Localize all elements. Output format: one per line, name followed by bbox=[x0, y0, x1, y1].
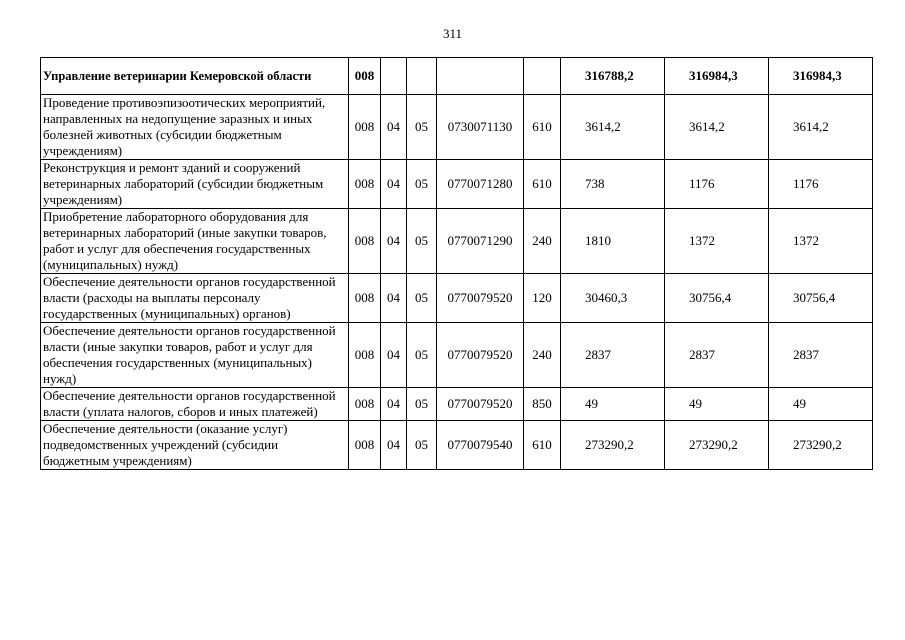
row-value-1: 49 bbox=[561, 388, 665, 421]
row-value-1: 273290,2 bbox=[561, 421, 665, 470]
row-value-2: 3614,2 bbox=[665, 95, 769, 160]
header-subsection bbox=[407, 58, 437, 95]
row-expense-type: 610 bbox=[524, 160, 561, 209]
header-value-3: 316984,3 bbox=[769, 58, 873, 95]
header-value-2: 316984,3 bbox=[665, 58, 769, 95]
page-number: 311 bbox=[442, 26, 463, 41]
row-description: Обеспечение деятельности органов государственной власти (уплата налогов, сборов и иных платежей) bbox=[41, 388, 349, 421]
row-target-code: 0730071130 bbox=[437, 95, 524, 160]
row-code: 008 bbox=[349, 388, 381, 421]
row-value-2: 1372 bbox=[665, 209, 769, 274]
row-section: 04 bbox=[381, 209, 407, 274]
row-target-code: 0770079520 bbox=[437, 323, 524, 388]
table-row bbox=[41, 421, 873, 470]
row-subsection: 05 bbox=[407, 95, 437, 160]
row-section: 04 bbox=[381, 160, 407, 209]
row-value-1: 2837 bbox=[561, 323, 665, 388]
row-code: 008 bbox=[349, 209, 381, 274]
budget-table bbox=[40, 57, 873, 470]
header-section bbox=[381, 58, 407, 95]
row-description: Реконструкция и ремонт зданий и сооружений ветеринарных лабораторий (субсидии бюджетным учреждениям) bbox=[41, 160, 349, 209]
row-expense-type: 850 bbox=[524, 388, 561, 421]
row-section: 04 bbox=[381, 388, 407, 421]
organization-name: Управление ветеринарии Кемеровской области bbox=[41, 58, 349, 95]
row-subsection: 05 bbox=[407, 323, 437, 388]
row-value-3: 3614,2 bbox=[769, 95, 873, 160]
row-section: 04 bbox=[381, 323, 407, 388]
row-value-2: 30756,4 bbox=[665, 274, 769, 323]
row-value-3: 1372 bbox=[769, 209, 873, 274]
row-subsection: 05 bbox=[407, 274, 437, 323]
row-code: 008 bbox=[349, 274, 381, 323]
row-value-1: 30460,3 bbox=[561, 274, 665, 323]
row-value-3: 273290,2 bbox=[769, 421, 873, 470]
row-section: 04 bbox=[381, 274, 407, 323]
table-row bbox=[41, 323, 873, 388]
header-value-1: 316788,2 bbox=[561, 58, 665, 95]
row-expense-type: 610 bbox=[524, 421, 561, 470]
row-value-1: 738 bbox=[561, 160, 665, 209]
row-expense-type: 120 bbox=[524, 274, 561, 323]
table-body bbox=[41, 58, 873, 470]
row-value-1: 3614,2 bbox=[561, 95, 665, 160]
row-target-code: 0770079520 bbox=[437, 388, 524, 421]
row-expense-type: 240 bbox=[524, 323, 561, 388]
row-description: Обеспечение деятельности органов государственной власти (иные закупки товаров, работ и услуг для обеспечения государственных (муниципальных) нужд) bbox=[41, 323, 349, 388]
row-code: 008 bbox=[349, 160, 381, 209]
row-value-3: 1176 bbox=[769, 160, 873, 209]
table-row bbox=[41, 274, 873, 323]
row-code: 008 bbox=[349, 95, 381, 160]
row-target-code: 0770071290 bbox=[437, 209, 524, 274]
row-description: Приобретение лабораторного оборудования для ветеринарных лабораторий (иные закупки товаров, работ и услуг для обеспечения государственных (муниципальных) нужд) bbox=[41, 209, 349, 274]
row-value-1: 1810 bbox=[561, 209, 665, 274]
row-value-2: 1176 bbox=[665, 160, 769, 209]
row-value-2: 2837 bbox=[665, 323, 769, 388]
table-row bbox=[41, 209, 873, 274]
row-section: 04 bbox=[381, 421, 407, 470]
row-value-3: 30756,4 bbox=[769, 274, 873, 323]
row-subsection: 05 bbox=[407, 160, 437, 209]
row-expense-type: 610 bbox=[524, 95, 561, 160]
row-code: 008 bbox=[349, 323, 381, 388]
row-subsection: 05 bbox=[407, 209, 437, 274]
row-section: 04 bbox=[381, 95, 407, 160]
table-row bbox=[41, 388, 873, 421]
row-description: Обеспечение деятельности (оказание услуг) подведомственных учреждений (субсидии бюджетным учреждениям) bbox=[41, 421, 349, 470]
row-value-3: 49 bbox=[769, 388, 873, 421]
row-subsection: 05 bbox=[407, 388, 437, 421]
row-expense-type: 240 bbox=[524, 209, 561, 274]
header-target bbox=[437, 58, 524, 95]
header-type bbox=[524, 58, 561, 95]
row-description: Обеспечение деятельности органов государственной власти (расходы на выплаты персоналу государственных (муниципальных) органов) bbox=[41, 274, 349, 323]
table-row bbox=[41, 95, 873, 160]
header-row bbox=[41, 58, 873, 95]
row-value-2: 273290,2 bbox=[665, 421, 769, 470]
row-target-code: 0770079540 bbox=[437, 421, 524, 470]
row-code: 008 bbox=[349, 421, 381, 470]
row-value-2: 49 bbox=[665, 388, 769, 421]
row-value-3: 2837 bbox=[769, 323, 873, 388]
row-target-code: 0770079520 bbox=[437, 274, 524, 323]
row-description: Проведение противоэпизоотических мероприятий, направленных на недопущение заразных и иных болезней животных (субсидии бюджетным учреждениям) bbox=[41, 95, 349, 160]
row-target-code: 0770071280 bbox=[437, 160, 524, 209]
row-subsection: 05 bbox=[407, 421, 437, 470]
table-row bbox=[41, 160, 873, 209]
header-code: 008 bbox=[349, 58, 381, 95]
